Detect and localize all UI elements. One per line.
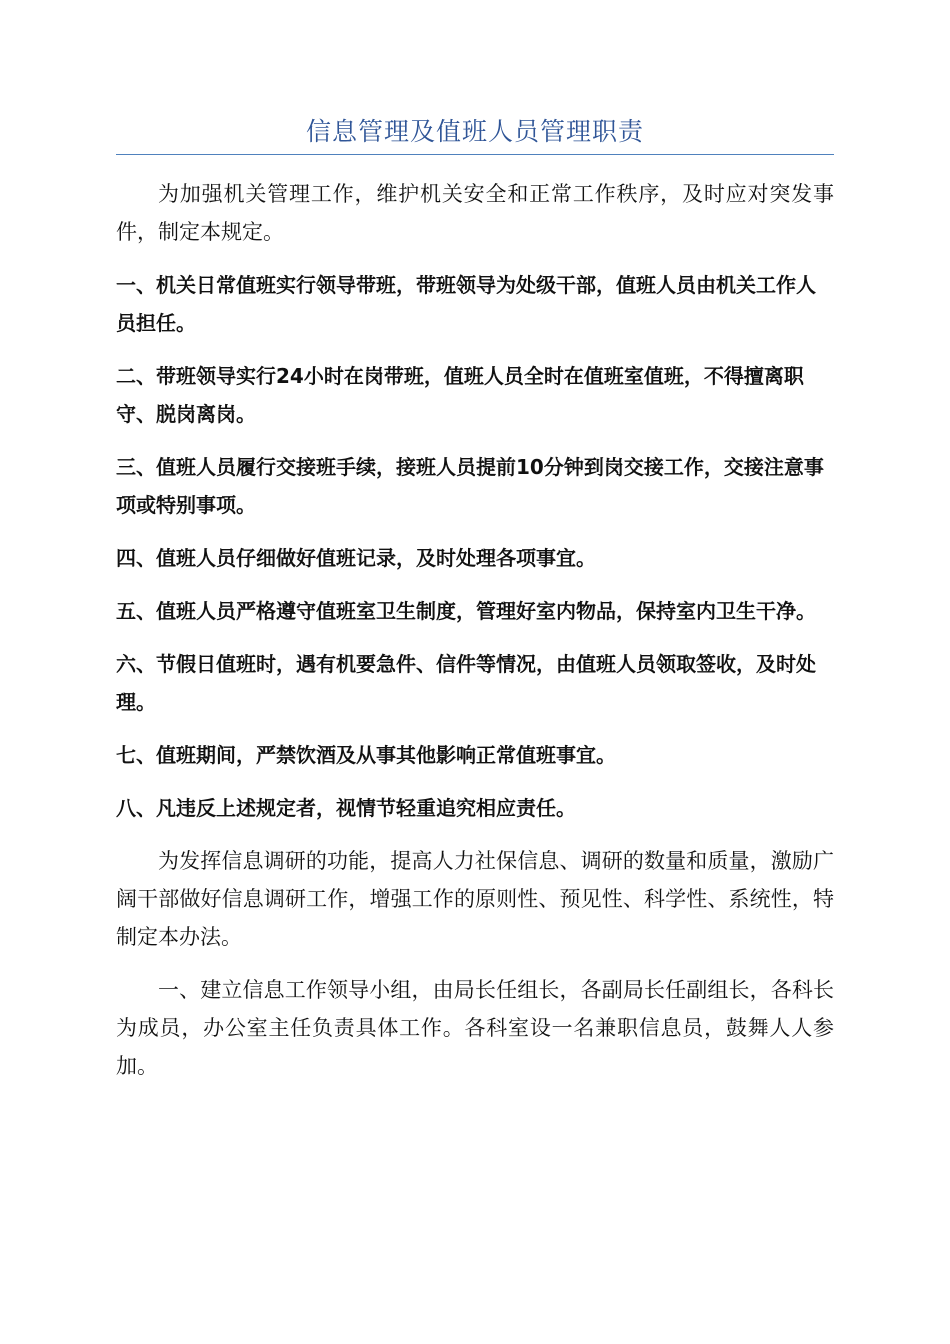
rule-item-7: 七、值班期间，严禁饮酒及从事其他影响正常值班事宜。 [116,743,616,767]
document-page [116,0,834,1085]
rule-item-6: 六、节假日值班时，遇有机要急件、信件等情况，由值班人员领取签收，及时处理。 [116,652,816,714]
info-item-1-paragraph: 一、建立信息工作领导小组，由局长任组长，各副局长任副组长，各科长为成员，办公室主任负责具体工作。各科室设一名兼职信息员，鼓舞人人参加。 [116,978,834,1078]
rule-item-4: 四、值班人员仔细做好值班记录，及时处理各项事宜。 [116,546,596,570]
title-underline [116,154,834,155]
duty-rules-list [116,266,834,827]
rule-item-3: 三、值班人员履行交接班手续，接班人员提前10分钟到岗交接工作，交接注意事项或特别事项。 [116,455,824,517]
rule-item-8: 八、凡违反上述规定者，视情节轻重追究相应责任。 [116,796,576,820]
rule-item-1: 一、机关日常值班实行领导带班，带班领导为处级干部，值班人员由机关工作人员担任。 [116,273,816,335]
intro-paragraph: 为加强机关管理工作，维护机关安全和正常工作秩序，及时应对突发事件，制定本规定。 [116,182,834,244]
rule-item-5: 五、值班人员严格遵守值班室卫生制度，管理好室内物品，保持室内卫生干净。 [116,599,816,623]
info-intro-paragraph: 为发挥信息调研的功能，提高人力社保信息、调研的数量和质量，激励广阔干部做好信息调研工作，增强工作的原则性、预见性、科学性、系统性，特制定本办法。 [116,849,834,949]
document-title: 信息管理及值班人员管理职责 [305,117,644,146]
rule-item-2: 二、带班领导实行24小时在岗带班，值班人员全时在值班室值班，不得擅离职守、脱岗离岗。 [116,364,804,426]
